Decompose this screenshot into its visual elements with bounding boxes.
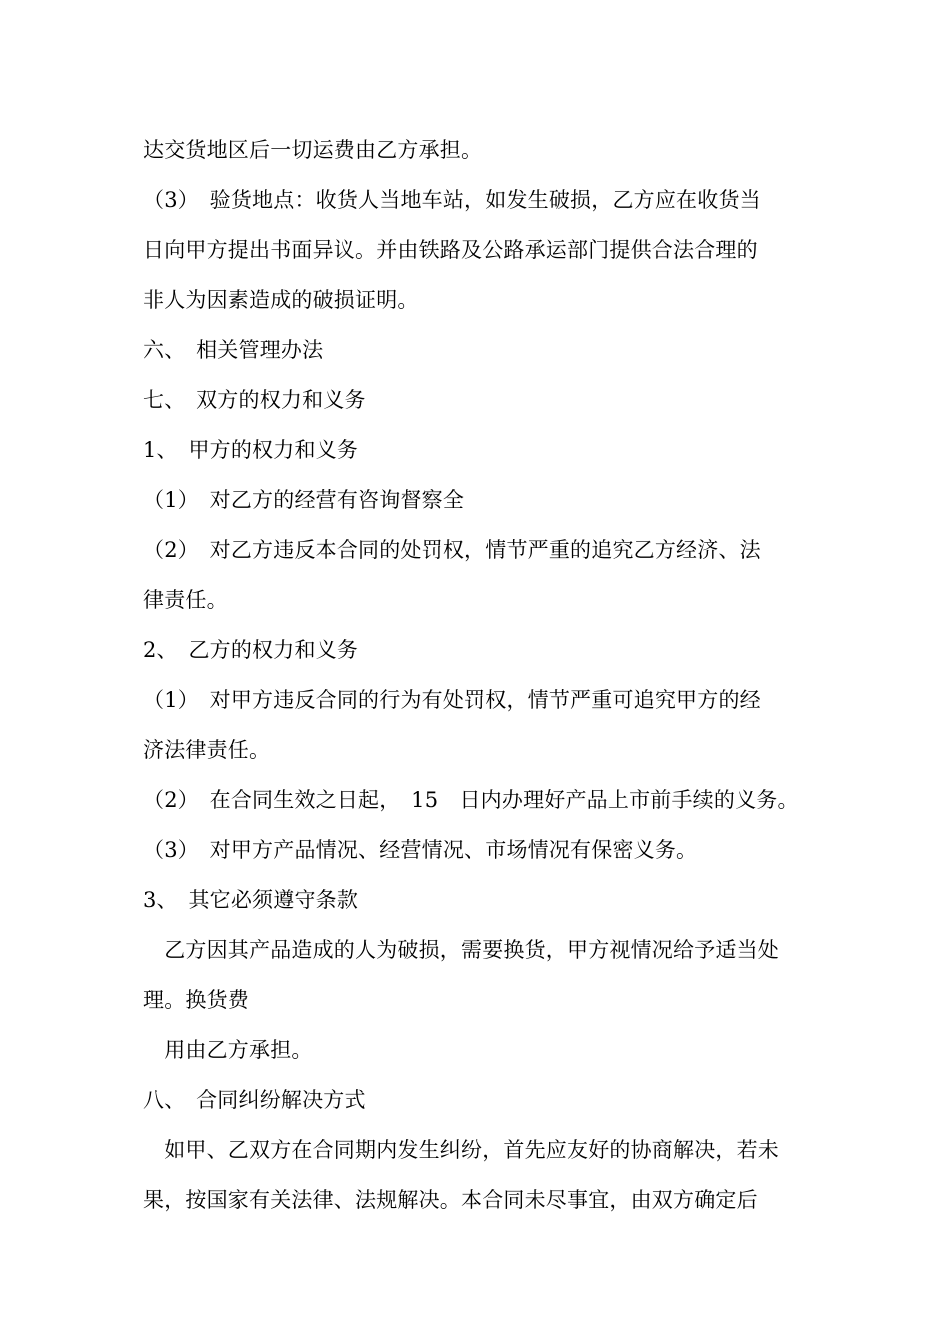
section-heading: 七、 双方的权力和义务 (143, 388, 366, 412)
text-line: 如甲、乙双方在合同期内发生纠纷，首先应友好的协商解决，若未 (143, 1138, 779, 1162)
text-line: （1） 对乙方的经营有咨询督察全 (143, 488, 465, 512)
text-line: 乙方因其产品造成的人为破损，需要换货，甲方视情况给予适当处 (143, 938, 779, 962)
text-line: 律责任。 (143, 588, 228, 612)
text-line: （3） 验货地点：收货人当地车站，如发生破损，乙方应在收货当 (143, 188, 761, 212)
text-line: （1） 对甲方违反合同的行为有处罚权，情节严重可追究甲方的经 (143, 688, 761, 712)
section-heading: 八、 合同纠纷解决方式 (143, 1088, 366, 1112)
section-heading: 六、 相关管理办法 (143, 338, 324, 362)
text-line: 理。换货费 (143, 988, 249, 1012)
subsection-heading: 1、 甲方的权力和义务 (143, 438, 359, 462)
text-line: 非人为因素造成的破损证明。 (143, 288, 419, 312)
text-line: 达交货地区后一切运费由乙方承担。 (143, 138, 483, 162)
subsection-heading: 2、 乙方的权力和义务 (143, 638, 359, 662)
text-line: （3） 对甲方产品情况、经营情况、市场情况有保密义务。 (143, 838, 698, 862)
text-line: 济法律责任。 (143, 738, 271, 762)
subsection-heading: 3、 其它必须遵守条款 (143, 888, 359, 912)
text-line: 日向甲方提出书面异议。并由铁路及公路承运部门提供合法合理的 (143, 238, 758, 262)
text-line: （2） 对乙方违反本合同的处罚权，情节严重的追究乙方经济、法 (143, 538, 761, 562)
text-line: （2） 在合同生效之日起， 15 日内办理好产品上市前手续的义务。 (143, 788, 799, 812)
text-line: 果，按国家有关法律、法规解决。本合同未尽事宜，由双方确定后 (143, 1188, 758, 1212)
text-line: 用由乙方承担。 (143, 1038, 313, 1062)
